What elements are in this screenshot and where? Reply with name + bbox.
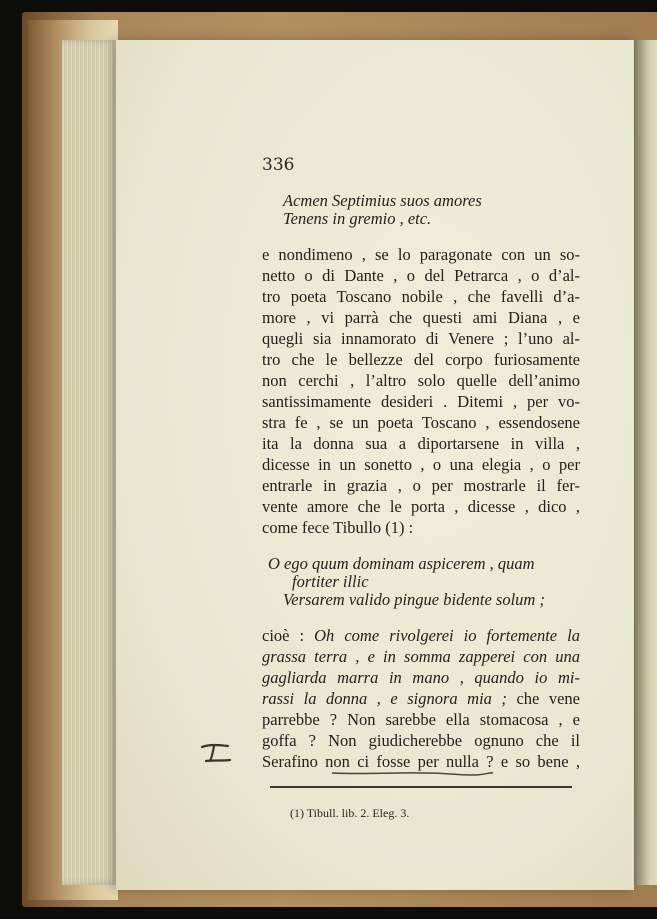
text-line — [262, 628, 580, 645]
text-roman: che vene — [506, 689, 580, 708]
text-italic: Oh come rivolgerei io fortemente la — [314, 626, 580, 645]
handwritten-underline-icon — [330, 770, 495, 776]
verse-line-1: O ego quum dominam aspicerem , quam — [268, 554, 535, 573]
text-line: non cerchi , l’altro solo quelle dell’animo — [262, 371, 580, 390]
footnote: (1) Tibull. lib. 2. Eleg. 3. — [290, 806, 410, 820]
epigraph-line-1: Acmen Septimius suos amores — [283, 191, 482, 210]
text-line: entrarle in grazia , o per mostrarle il fer- — [262, 476, 580, 495]
page-number: 336 — [262, 155, 295, 175]
handwritten-margin-mark-icon — [200, 742, 232, 764]
text-line: e nondimeno , se lo paragonate con un so- — [262, 245, 580, 264]
text-line: goffa ? Non giudicherebbe ognuno che il — [262, 731, 580, 750]
text-line: tro che le bellezze del corpo furiosamente — [262, 350, 580, 369]
verse-line-2: fortiter illic — [292, 572, 369, 591]
text-line: dicesse in un sonetto , o una elegia , o per — [262, 455, 580, 474]
text-line: vente amore che le porta , dicesse , dico , — [262, 497, 580, 516]
text-line: more , vi parrà che questi ami Diana , e — [262, 308, 580, 327]
text-italic: rassi la donna , e signora mia ; — [262, 689, 507, 708]
text-line: grassa terra , e in somma zapperei con una — [262, 647, 580, 666]
text-line: netto o di Dante , o del Petrarca , o d’al- — [262, 266, 580, 285]
text-line: quegli sia innamorato di Venere ; l’uno al- — [262, 329, 580, 348]
text-line: come fece Tibullo (1) : — [262, 518, 414, 537]
footnote-rule — [270, 786, 572, 788]
text-line: parrebbe ? Non sarebbe ella stomacosa , e — [262, 710, 580, 729]
text-line: stra fe , se un poeta Toscano , essendosene — [262, 413, 580, 432]
text-line: santissimamente desideri . Ditemi , per vo- — [262, 392, 580, 411]
text-line: Serafino non ci fosse per nulla ? e so bene , — [262, 752, 580, 771]
text-line: ita la donna sua a diportarsene in villa , — [262, 434, 580, 453]
text-line: gagliarda marra in mano , quando io mi- — [262, 668, 580, 687]
verse-line-3: Versarem valido pingue bidente solum ; — [283, 590, 545, 609]
text-line — [262, 691, 580, 708]
epigraph-line-2: Tenens in gremio , etc. — [283, 209, 432, 228]
text-roman: cioè : — [262, 626, 315, 645]
text-line: tro poeta Toscano nobile , che favelli d’a- — [262, 287, 580, 306]
page-edges — [62, 40, 122, 885]
